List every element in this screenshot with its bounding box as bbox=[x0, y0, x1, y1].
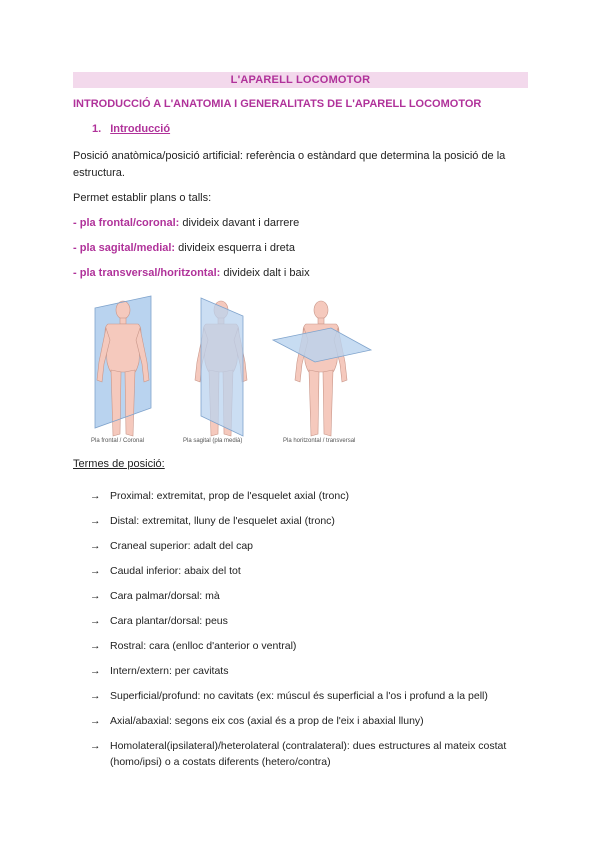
term-text: Cara plantar/dorsal: peus bbox=[110, 615, 228, 627]
term-text: Proximal: extremitat, prop de l'esquelet axial (tronc) bbox=[110, 490, 349, 502]
list-item bbox=[90, 713, 530, 729]
list-item bbox=[90, 738, 530, 770]
caption-frontal: Pla frontal / Coronal bbox=[91, 438, 145, 444]
term-text: Intern/extern: per cavitats bbox=[110, 665, 229, 677]
list-item bbox=[90, 563, 530, 579]
horizontal-plane-illustration bbox=[273, 301, 371, 436]
subsection-heading bbox=[92, 123, 170, 135]
arrow-right-icon: → bbox=[90, 540, 101, 552]
arrow-right-icon: → bbox=[90, 715, 101, 727]
list-item bbox=[90, 613, 530, 629]
subsection-number: 1. bbox=[92, 123, 102, 135]
terms-heading: Termes de posició: bbox=[73, 458, 165, 470]
anatomical-planes-figure bbox=[83, 290, 383, 450]
human-figure-horizontal bbox=[295, 301, 347, 436]
frontal-plane-illustration bbox=[95, 296, 151, 436]
term-text: Superficial/profund: no cavitats (ex: múscul és superficial a l'os i profund a la pell) bbox=[110, 690, 488, 702]
horizontal-plane-shape bbox=[273, 328, 371, 362]
terms-list bbox=[90, 488, 530, 779]
section-heading: INTRODUCCIÓ A L'ANATOMIA I GENERALITATS DE L'APARELL LOCOMOTOR bbox=[73, 98, 482, 110]
plane-desc: divideix dalt i baix bbox=[220, 267, 310, 279]
list-item bbox=[90, 513, 530, 529]
arrow-right-icon: → bbox=[90, 615, 101, 627]
paragraph-planes-intro: Permet establir plans o talls: bbox=[73, 192, 212, 204]
plane-item-transversal bbox=[73, 265, 533, 282]
plane-item-sagittal bbox=[73, 240, 533, 257]
list-item bbox=[90, 663, 530, 679]
plane-desc: divideix davant i darrere bbox=[179, 217, 300, 229]
term-text: Homolateral(ipsilateral)/heterolateral (contralateral): dues estructures al mateix costat (homo/ipsi) o a costats diferents (hetero/contra) bbox=[110, 740, 507, 768]
caption-sagittal: Pla sagital (pla medià) bbox=[183, 438, 243, 444]
plane-label: - pla frontal/coronal: bbox=[73, 217, 180, 229]
list-item bbox=[90, 538, 530, 554]
plane-label: - pla transversal/horitzontal: bbox=[73, 267, 221, 279]
plane-item-frontal bbox=[73, 215, 533, 232]
arrow-right-icon: → bbox=[90, 590, 101, 602]
subsection-title: Introducció bbox=[110, 123, 171, 135]
term-text: Distal: extremitat, lluny de l'esquelet axial (tronc) bbox=[110, 515, 335, 527]
caption-horizontal: Pla horitzontal / transversal bbox=[283, 438, 356, 444]
plane-desc: divideix esquerra i dreta bbox=[175, 242, 295, 254]
term-text: Axial/abaxial: segons eix cos (axial és a prop de l'eix i abaxial lluny) bbox=[110, 715, 424, 727]
page-banner-title: L'APARELL LOCOMOTOR bbox=[73, 72, 528, 88]
plane-label: - pla sagital/medial: bbox=[73, 242, 176, 254]
term-text: Rostral: cara (enlloc d'anterior o ventral) bbox=[110, 640, 297, 652]
list-item bbox=[90, 688, 530, 704]
arrow-right-icon: → bbox=[90, 740, 101, 752]
list-item bbox=[90, 638, 530, 654]
term-text: Cara palmar/dorsal: mà bbox=[110, 590, 220, 602]
arrow-right-icon: → bbox=[90, 515, 101, 527]
arrow-right-icon: → bbox=[90, 690, 101, 702]
list-item bbox=[90, 588, 530, 604]
arrow-right-icon: → bbox=[90, 665, 101, 677]
paragraph-anatomical-position: Posició anatòmica/posició artificial: referència o estàndard que determina la posició de la estructura. bbox=[73, 150, 506, 179]
arrow-right-icon: → bbox=[90, 640, 101, 652]
sagittal-plane-illustration bbox=[195, 298, 247, 436]
sagittal-plane-shape bbox=[201, 298, 243, 436]
arrow-right-icon: → bbox=[90, 490, 101, 502]
term-text: Craneal superior: adalt del cap bbox=[110, 540, 254, 552]
list-item bbox=[90, 488, 530, 504]
term-text: Caudal inferior: abaix del tot bbox=[110, 565, 241, 577]
arrow-right-icon: → bbox=[90, 565, 101, 577]
